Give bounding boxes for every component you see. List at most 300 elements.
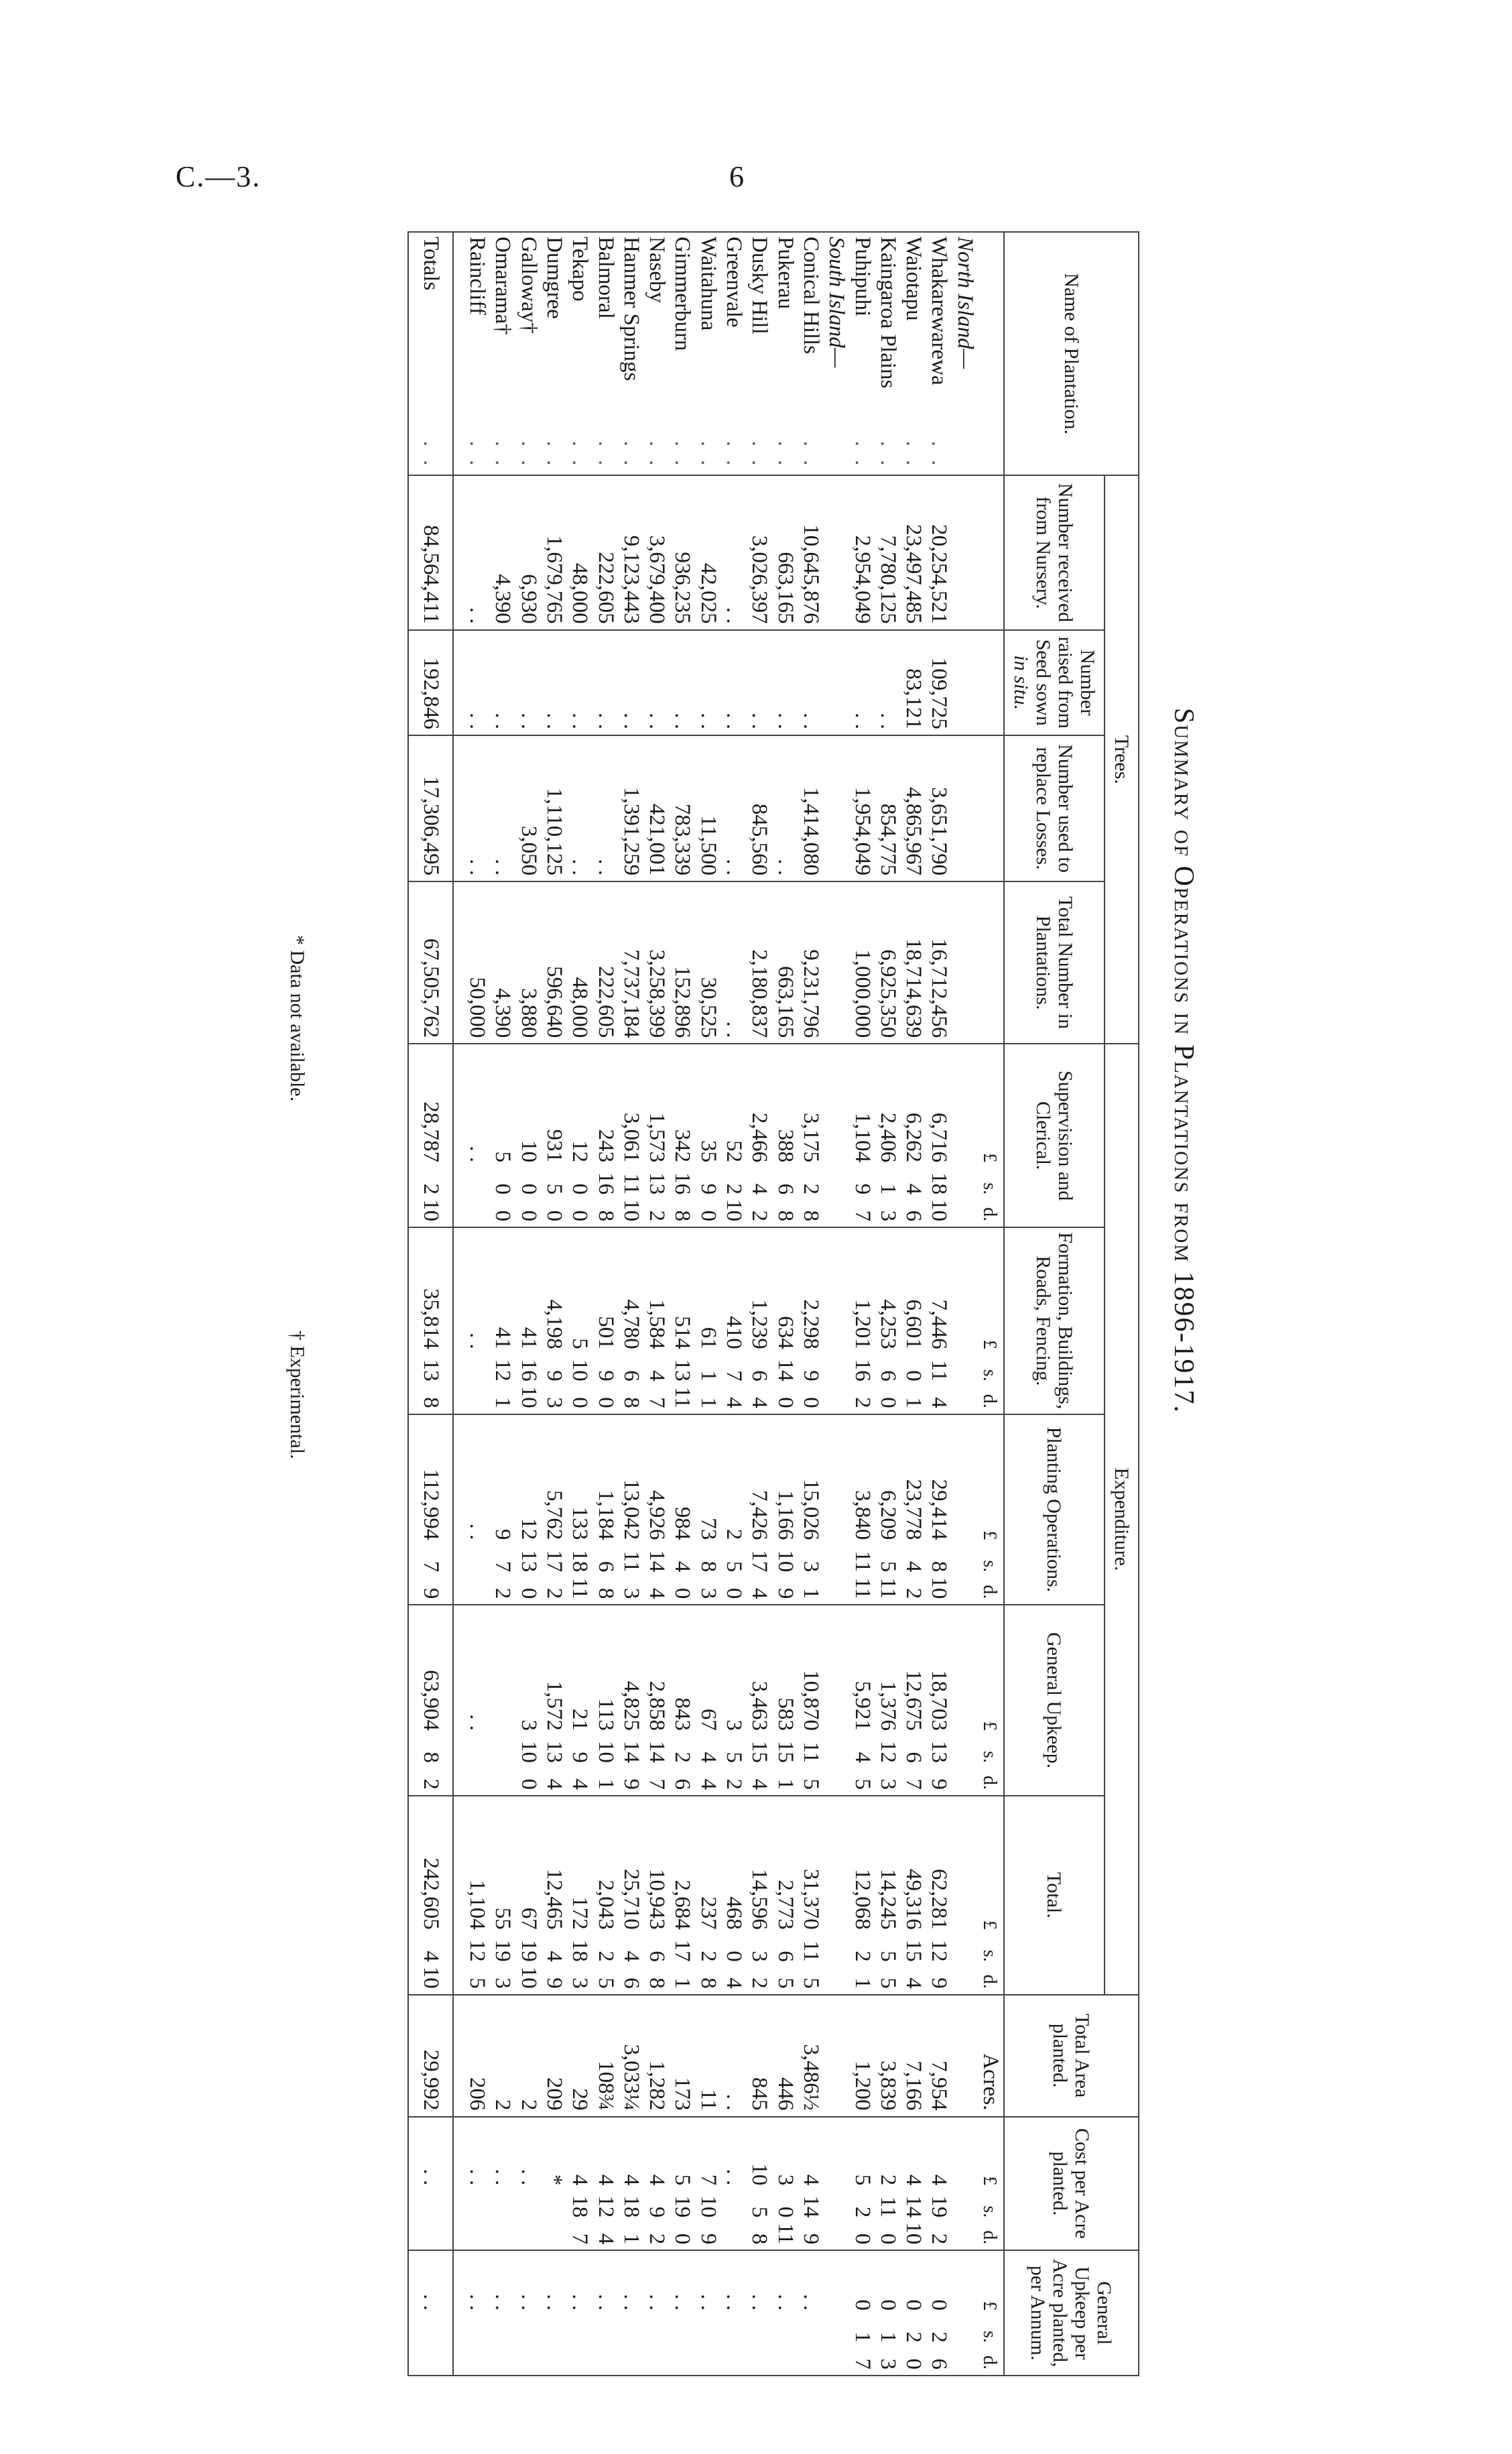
cell-upkeep: 352: [721, 1605, 747, 1796]
spacer-cell: [453, 1227, 464, 1414]
spacer-cell: [453, 1044, 464, 1227]
table-row: [849, 232, 875, 2376]
cell-upkeep-acre: . .: [408, 2250, 452, 2376]
plantation-name: Omarama† . .: [490, 232, 515, 475]
cell-supervision: 3,17528: [798, 1044, 824, 1227]
table-body: [408, 232, 1004, 2376]
cell-cost: 2110: [875, 2117, 901, 2251]
cell-cost: 5190: [670, 2117, 695, 2251]
cell-cost: . .: [721, 2117, 747, 2251]
cell-seed: . .: [747, 630, 772, 735]
plantation-name: Naseby . .: [644, 232, 670, 475]
cell-nursery: 222,605: [592, 475, 618, 629]
section-label: South Island—: [824, 232, 849, 475]
cell-total-number: 18,714,639: [901, 881, 926, 1044]
table-row: [747, 232, 772, 2376]
cell-nursery: 2,954,049: [849, 475, 875, 629]
cell-upkeep: 2,858147: [644, 1605, 670, 1796]
cell-nursery: . .: [464, 475, 490, 629]
cell-replace: 11,500: [695, 735, 720, 881]
cell-upkeep-acre: . .: [695, 2250, 720, 2376]
table-row: [798, 232, 824, 2376]
plantation-name: Galloway† . .: [515, 232, 541, 475]
section-empty: [952, 1044, 977, 1227]
cell-upkeep-acre: . .: [592, 2250, 618, 2376]
spacer-cell: [453, 2117, 464, 2251]
cell-planting: 7,426174: [747, 1414, 772, 1605]
plantation-name: Balmoral . .: [592, 232, 618, 475]
section-empty: [824, 1044, 849, 1227]
cell-replace: . .: [490, 735, 515, 881]
units-upkeep: £s.d.: [978, 1605, 1004, 1796]
cell-nursery: 3,679,400: [644, 475, 670, 629]
cell-total-number: 67,505,762: [408, 881, 452, 1044]
cell-area: 108¾: [592, 1995, 618, 2117]
cell-total-number: 663,165: [772, 881, 798, 1044]
cell-formation: 1,23964: [747, 1227, 772, 1414]
cell-nursery: 1,679,765: [542, 475, 567, 629]
cell-replace: . .: [464, 735, 490, 881]
section-empty: [952, 1414, 977, 1605]
cell-area: 3,033¼: [619, 1995, 644, 2117]
cell-cost: . .: [464, 2117, 490, 2251]
cell-formation: 6,60101: [901, 1227, 926, 1414]
cell-seed: . .: [721, 630, 747, 735]
cell-upkeep-acre: . .: [798, 2250, 824, 2376]
table-row: [464, 232, 490, 2376]
section-empty: [952, 475, 977, 629]
cell-exp-total: 2,77365: [772, 1796, 798, 1995]
section-empty: [952, 1605, 977, 1796]
cell-total-number: 152,896: [670, 881, 695, 1044]
cell-supervision: 6,7161810: [926, 1044, 952, 1227]
section-empty: [824, 881, 849, 1044]
cell-planting: 972: [490, 1414, 515, 1605]
cell-planting: 6,209511: [875, 1414, 901, 1605]
plantation-name: Waiotapu . .: [901, 232, 926, 475]
cell-cost: 3011: [772, 2117, 798, 2251]
cell-total-number: 30,525: [695, 881, 720, 1044]
header-upkeep-acre: General Upkeep per Acre planted, per Annum.: [1004, 2250, 1139, 2376]
cell-total-number: 48,000: [567, 881, 592, 1044]
cell-upkeep-acre: 026: [926, 2250, 952, 2376]
cell-cost: . .: [515, 2117, 541, 2251]
cell-nursery: 23,497,485: [901, 475, 926, 629]
cell-cost: 492: [644, 2117, 670, 2251]
cell-seed: . .: [849, 630, 875, 735]
cell-supervision: 1000: [515, 1044, 541, 1227]
cell-upkeep: [490, 1605, 515, 1796]
cell-total-number: 3,258,399: [644, 881, 670, 1044]
cell-planting: 250: [721, 1414, 747, 1605]
cell-exp-total: 12,46549: [542, 1796, 567, 1995]
plantation-name: Conical Hills . .: [798, 232, 824, 475]
cell-nursery: 84,564,411: [408, 475, 452, 629]
cell-area: 206: [464, 1995, 490, 2117]
plantation-name: Tekapo . .: [567, 232, 592, 475]
cell-cost: . .: [490, 2117, 515, 2251]
cell-exp-total: 62,281129: [926, 1796, 952, 1995]
table-row: [567, 232, 592, 2376]
cell-seed: . .: [695, 630, 720, 735]
units-row: [978, 232, 1004, 2376]
cell-supervision: 1,10497: [849, 1044, 875, 1227]
table-row: [721, 232, 747, 2376]
cell-planting: 98440: [670, 1414, 695, 1605]
cell-formation: 35,814138: [408, 1227, 452, 1414]
units-formation: £s.d.: [978, 1227, 1004, 1414]
plantation-name: Raincliff . .: [464, 232, 490, 475]
cell-formation: 4,25360: [875, 1227, 901, 1414]
header-supervision: Supervision and Clerical.: [1004, 1044, 1105, 1227]
units-replace: [978, 735, 1004, 881]
units-seed: [978, 630, 1004, 735]
cell-upkeep: 1,572134: [542, 1605, 567, 1796]
cell-formation: 41121: [490, 1227, 515, 1414]
table-title: Summary of Operations in Plantations from 1896-1917.: [1168, 708, 1199, 1414]
cell-area: 209: [542, 1995, 567, 2117]
plantation-name: Totals . .: [408, 232, 452, 475]
cell-cost: 4187: [567, 2117, 592, 2251]
table-row: [644, 232, 670, 2376]
header-formation: Formation, Buildings, Roads, Fencing.: [1004, 1227, 1105, 1414]
cell-seed: . .: [619, 630, 644, 735]
cell-exp-total: 671910: [515, 1796, 541, 1995]
plantation-name: Dusky Hill . .: [747, 232, 772, 475]
cell-nursery: 48,000: [567, 475, 592, 629]
cell-supervision: 3590: [695, 1044, 720, 1227]
section-empty: [952, 735, 977, 881]
header-cost: Cost per Acre planted.: [1004, 2117, 1139, 2251]
cell-formation: 4,78068: [619, 1227, 644, 1414]
cell-area: 29,992: [408, 1995, 452, 2117]
cell-upkeep: . .: [464, 1605, 490, 1796]
cell-replace: 17,306,495: [408, 735, 452, 881]
cell-exp-total: 2,04325: [592, 1796, 618, 1995]
page-series: C.—3.: [176, 160, 261, 193]
cell-total-number: 1,000,000: [849, 881, 875, 1044]
section-empty: [824, 1227, 849, 1414]
plantations-summary-table: [407, 231, 1139, 2376]
units-exp-total: £s.d.: [978, 1796, 1004, 1995]
cell-supervision: 500: [490, 1044, 515, 1227]
cell-area: 1,282: [644, 1995, 670, 2117]
spacer-cell: [453, 1995, 464, 2117]
cell-supervision: . .: [464, 1044, 490, 1227]
cell-planting: . .: [464, 1414, 490, 1605]
units-supervision: £s.d.: [978, 1044, 1004, 1227]
section-empty: [824, 735, 849, 881]
cell-planting: 7383: [695, 1414, 720, 1605]
cell-total-number: 3,880: [515, 881, 541, 1044]
header-upkeep: General Upkeep.: [1004, 1605, 1105, 1796]
header-trees: Trees.: [1105, 475, 1139, 1044]
section-south-island: [824, 232, 849, 2376]
cell-total-number: 2,180,837: [747, 881, 772, 1044]
plantation-name: Dumgree . .: [542, 232, 567, 475]
table-row: [926, 232, 952, 2376]
cell-upkeep-acre: . .: [515, 2250, 541, 2376]
header-exp-total: Total.: [1004, 1796, 1105, 1995]
cell-nursery: 10,645,876: [798, 475, 824, 629]
cell-formation: 5141311: [670, 1227, 695, 1414]
cell-seed: . .: [875, 630, 901, 735]
cell-total-number: 6,925,350: [875, 881, 901, 1044]
cell-planting: 1,166109: [772, 1414, 798, 1605]
cell-replace: 3,050: [515, 735, 541, 881]
cell-upkeep: 6744: [695, 1605, 720, 1796]
cell-nursery: 6,930: [515, 475, 541, 629]
cell-upkeep: 3100: [515, 1605, 541, 1796]
cell-formation: 1,201162: [849, 1227, 875, 1414]
cell-total-number: 16,712,456: [926, 881, 952, 1044]
cell-supervision: 2,40613: [875, 1044, 901, 1227]
cell-formation: . .: [464, 1227, 490, 1414]
table-row: [875, 232, 901, 2376]
cell-upkeep-acre: . .: [619, 2250, 644, 2376]
cell-planting: 5,762172: [542, 1414, 567, 1605]
cell-planting: 1,18468: [592, 1414, 618, 1605]
cell-replace: 421,001: [644, 735, 670, 881]
cell-cost: 7109: [695, 2117, 720, 2251]
cell-formation: 7,446114: [926, 1227, 952, 1414]
section-empty: [952, 2250, 977, 2376]
cell-cost: 4124: [592, 2117, 618, 2251]
cell-upkeep-acre: 017: [849, 2250, 875, 2376]
cell-upkeep: 12,67567: [901, 1605, 926, 1796]
cell-exp-total: 55193: [490, 1796, 515, 1995]
plantation-name: Greenvale . .: [721, 232, 747, 475]
units-nursery: [978, 475, 1004, 629]
spacer-row: [453, 232, 464, 2376]
table-row: [772, 232, 798, 2376]
plantation-name: Puhipuhi . .: [849, 232, 875, 475]
cell-supervision: 342168: [670, 1044, 695, 1227]
cell-nursery: 20,254,521: [926, 475, 952, 629]
spacer-cell: [453, 2250, 464, 2376]
cell-upkeep-acre: . .: [747, 2250, 772, 2376]
table-row: [542, 232, 567, 2376]
cell-seed: . .: [798, 630, 824, 735]
units-upkeep-acre: £s.d.: [978, 2250, 1004, 2376]
cell-cost: . .: [408, 2117, 452, 2251]
cell-planting: 4,926144: [644, 1414, 670, 1605]
cell-upkeep: 18,703139: [926, 1605, 952, 1796]
section-label: North Island—: [952, 232, 977, 475]
cell-formation: 634140: [772, 1227, 798, 1414]
cell-exp-total: 2,684171: [670, 1796, 695, 1995]
cell-exp-total: 10,94368: [644, 1796, 670, 1995]
cell-exp-total: 242,605410: [408, 1796, 452, 1995]
cell-nursery: 42,025: [695, 475, 720, 629]
table-row: [619, 232, 644, 2376]
spacer-cell: [453, 881, 464, 1044]
cell-replace: . .: [592, 735, 618, 881]
spacer-cell: [453, 1414, 464, 1605]
page-number: 6: [729, 160, 744, 193]
cell-seed: . .: [670, 630, 695, 735]
cell-area: 2: [515, 1995, 541, 2117]
cell-upkeep-acre: . .: [670, 2250, 695, 2376]
units-name: [978, 232, 1004, 475]
cell-replace: 1,110,125: [542, 735, 567, 881]
cell-formation: 5100: [567, 1227, 592, 1414]
cell-upkeep: 10,870115: [798, 1605, 824, 1796]
cell-area: 1,200: [849, 1995, 875, 2117]
cell-nursery: . .: [721, 475, 747, 629]
spacer-cell: [453, 630, 464, 735]
cell-formation: 41074: [721, 1227, 747, 1414]
cell-supervision: 1,573132: [644, 1044, 670, 1227]
plantation-name: Pukerau . .: [772, 232, 798, 475]
cell-area: . .: [721, 1995, 747, 2117]
cell-cost: *: [542, 2117, 567, 2251]
section-empty: [824, 2250, 849, 2376]
cell-upkeep-acre: . .: [464, 2250, 490, 2376]
cell-replace: 1,391,259: [619, 735, 644, 881]
table-row: [592, 232, 618, 2376]
cell-replace: 845,560: [747, 735, 772, 881]
cell-nursery: 9,123,443: [619, 475, 644, 629]
units-planting: £s.d.: [978, 1414, 1004, 1605]
cell-total-number: 4,390: [490, 881, 515, 1044]
plantation-name: Waitahuna . .: [695, 232, 720, 475]
cell-area: 7,954: [926, 1995, 952, 2117]
cell-cost: 4149: [798, 2117, 824, 2251]
cell-exp-total: 12,06821: [849, 1796, 875, 1995]
section-empty: [952, 1227, 977, 1414]
cell-seed: . .: [515, 630, 541, 735]
cell-upkeep: 3,463154: [747, 1605, 772, 1796]
header-expenditure: Expenditure.: [1105, 1044, 1139, 1994]
cell-upkeep: 2194: [567, 1605, 592, 1796]
cell-total-number: 596,640: [542, 881, 567, 1044]
cell-total-number: 50,000: [464, 881, 490, 1044]
cell-supervision: 28,787210: [408, 1044, 452, 1227]
section-empty: [824, 630, 849, 735]
plantation-name: Whakarewarewa . .: [926, 232, 952, 475]
totals-row: [408, 232, 452, 2376]
cell-seed: . .: [772, 630, 798, 735]
cell-seed: . .: [490, 630, 515, 735]
header-seed: Number raised from Seed sown in situ.: [1004, 630, 1105, 735]
section-empty: [824, 1414, 849, 1605]
cell-replace: . .: [772, 735, 798, 881]
cell-replace: 1,414,080: [798, 735, 824, 881]
cell-exp-total: 25,71046: [619, 1796, 644, 1995]
cell-area: 446: [772, 1995, 798, 2117]
cell-formation: 1,58447: [644, 1227, 670, 1414]
cell-nursery: 663,165: [772, 475, 798, 629]
units-total: [978, 881, 1004, 1044]
cell-area: 2: [490, 1995, 515, 2117]
header-planting: Planting Operations.: [1004, 1414, 1105, 1605]
cell-exp-total: 31,370115: [798, 1796, 824, 1995]
cell-upkeep: 113101: [592, 1605, 618, 1796]
cell-formation: 50190: [592, 1227, 618, 1414]
cell-upkeep-acre: . .: [490, 2250, 515, 2376]
cell-seed: . .: [464, 630, 490, 735]
cell-replace: 783,339: [670, 735, 695, 881]
cell-upkeep-acre: 020: [901, 2250, 926, 2376]
cell-planting: 112,99479: [408, 1414, 452, 1605]
cell-planting: 13,042113: [619, 1414, 644, 1605]
cell-exp-total: 49,316154: [901, 1796, 926, 1995]
cell-upkeep: 583151: [772, 1605, 798, 1796]
table-row: [901, 232, 926, 2376]
table-row: [515, 232, 541, 2376]
cell-upkeep: 1,376123: [875, 1605, 901, 1796]
cell-area: 29: [567, 1995, 592, 2117]
cell-supervision: 243168: [592, 1044, 618, 1227]
cell-area: 3,486½: [798, 1995, 824, 2117]
cell-formation: 6111: [695, 1227, 720, 1414]
cell-total-number: 7,737,184: [619, 881, 644, 1044]
cell-total-number: 9,231,796: [798, 881, 824, 1044]
spacer-cell: [453, 1605, 464, 1796]
section-empty: [824, 1796, 849, 1995]
plantation-name: Hanmer Springs . .: [619, 232, 644, 475]
header-name: Name of Plantation.: [1004, 232, 1139, 475]
cell-exp-total: 1,104125: [464, 1796, 490, 1995]
plantation-name: Gimmerburn . .: [670, 232, 695, 475]
cell-replace: 3,651,790: [926, 735, 952, 881]
cell-planting: 29,414810: [926, 1414, 952, 1605]
cell-cost: 4192: [926, 2117, 952, 2251]
cell-replace: . .: [721, 735, 747, 881]
cell-nursery: 936,235: [670, 475, 695, 629]
table-row: [670, 232, 695, 2376]
cell-cost: 520: [849, 2117, 875, 2251]
section-empty: [824, 475, 849, 629]
cell-cost: 1058: [747, 2117, 772, 2251]
cell-seed: . .: [542, 630, 567, 735]
cell-upkeep-acre: . .: [721, 2250, 747, 2376]
cell-cost: 4181: [619, 2117, 644, 2251]
rotated-table-area: [248, 231, 1200, 2376]
table-row: [490, 232, 515, 2376]
cell-supervision: 2,46642: [747, 1044, 772, 1227]
cell-seed: . .: [644, 630, 670, 735]
header-area: Total Area planted.: [1004, 1995, 1139, 2117]
section-empty: [952, 630, 977, 735]
section-empty: [952, 1796, 977, 1995]
cell-upkeep-acre: . .: [772, 2250, 798, 2376]
section-empty: [952, 881, 977, 1044]
cell-upkeep-acre: 013: [875, 2250, 901, 2376]
table-row: [695, 232, 720, 2376]
cell-supervision: 3,0611110: [619, 1044, 644, 1227]
cell-planting: 23,77842: [901, 1414, 926, 1605]
section-north-island: [952, 232, 977, 2376]
cell-planting: 1331811: [567, 1414, 592, 1605]
cell-replace: 4,865,967: [901, 735, 926, 881]
header-nursery: Number received from Nursery.: [1004, 475, 1105, 629]
section-empty: [824, 2117, 849, 2251]
cell-exp-total: 172183: [567, 1796, 592, 1995]
cell-planting: 12130: [515, 1414, 541, 1605]
spacer-cell: [453, 475, 464, 629]
plantation-name: Kaingaroa Plains . .: [875, 232, 901, 475]
cell-nursery: 4,390: [490, 475, 515, 629]
cell-formation: 411610: [515, 1227, 541, 1414]
header-total-number: Total Number in Plantations.: [1004, 881, 1105, 1044]
footnote-experimental: † Experimental.: [286, 1331, 308, 1459]
cell-nursery: 3,026,397: [747, 475, 772, 629]
cell-upkeep-acre: . .: [644, 2250, 670, 2376]
cell-seed: 192,846: [408, 630, 452, 735]
units-cost: £s.d.: [978, 2117, 1004, 2251]
